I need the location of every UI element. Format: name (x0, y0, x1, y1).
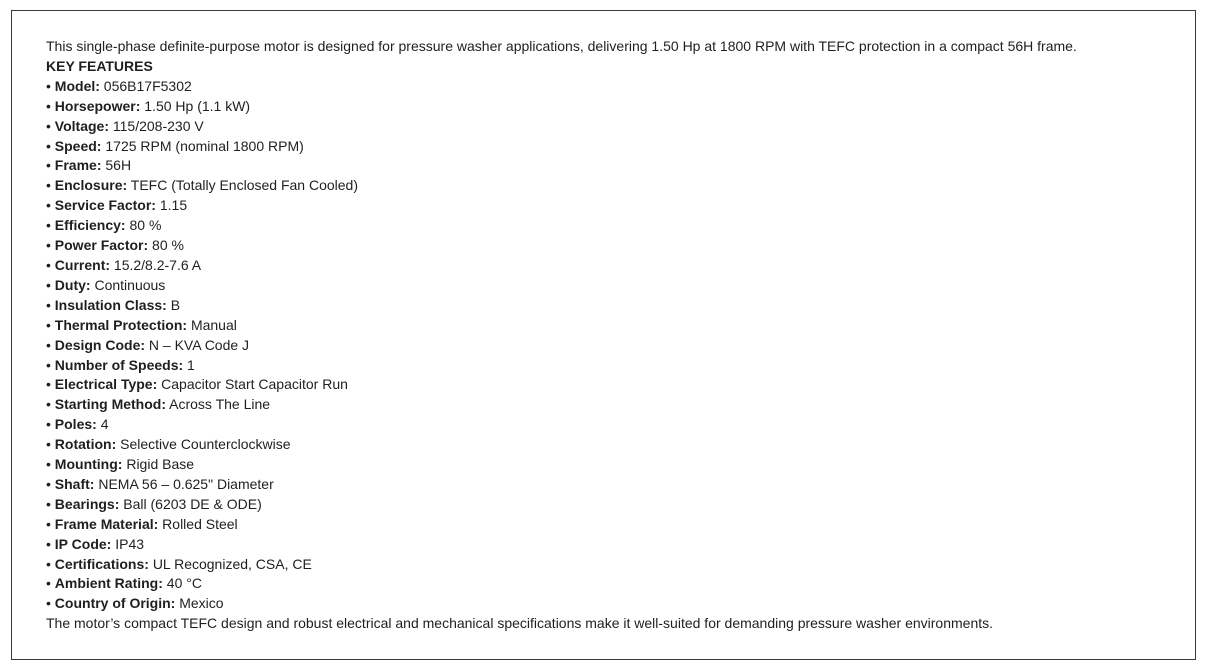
bullet-icon: • (46, 336, 51, 353)
feature-label: Bearings: (54, 495, 120, 512)
feature-label: Service Factor: (54, 197, 156, 214)
feature-item (46, 515, 1196, 535)
feature-label: Efficiency: (54, 217, 126, 234)
feature-label: Frame: (54, 157, 102, 174)
bullet-icon: • (46, 515, 51, 532)
bullet-icon: • (46, 376, 51, 393)
feature-label: Current: (54, 256, 111, 273)
bullet-icon: • (46, 595, 51, 612)
feature-value: 1.50 Hp (1.1 kW) (144, 97, 251, 114)
feature-value: 1725 RPM (nominal 1800 RPM) (105, 137, 304, 154)
feature-value: 1 (187, 356, 195, 373)
description-panel (11, 10, 1196, 660)
feature-value: UL Recognized, CSA, CE (152, 555, 312, 572)
feature-value: N – KVA Code J (148, 336, 250, 353)
feature-label: Ambient Rating: (54, 575, 163, 592)
feature-value: Manual (190, 316, 237, 333)
feature-value: TEFC (Totally Enclosed Fan Cooled) (130, 177, 358, 194)
feature-item (46, 117, 1196, 137)
feature-label: Speed: (54, 137, 102, 154)
feature-label: Design Code: (54, 336, 146, 353)
feature-item (46, 236, 1196, 256)
feature-value: Rolled Steel (162, 515, 238, 532)
bullet-icon: • (46, 456, 51, 473)
feature-item (46, 555, 1196, 575)
feature-label: Electrical Type: (54, 376, 158, 393)
bullet-icon: • (46, 316, 51, 333)
feature-item (46, 137, 1196, 157)
key-features-list (46, 77, 1196, 614)
feature-value: 56H (105, 157, 132, 174)
description-content (46, 37, 1196, 634)
feature-value: Across The Line (169, 396, 271, 413)
feature-value: Selective Counterclockwise (120, 436, 291, 453)
feature-label: Voltage: (54, 117, 109, 134)
feature-label: Power Factor: (54, 237, 149, 254)
bullet-icon: • (46, 495, 51, 512)
bullet-icon: • (46, 555, 51, 572)
feature-label: Mounting: (54, 456, 123, 473)
feature-value: 80 % (152, 237, 184, 254)
feature-label: Insulation Class: (54, 296, 167, 313)
feature-label: Enclosure: (54, 177, 128, 194)
bullet-icon: • (46, 77, 51, 94)
feature-item (46, 395, 1196, 415)
feature-value: 15.2/8.2-7.6 A (113, 256, 202, 273)
feature-item (46, 475, 1196, 495)
feature-value: 80 % (129, 217, 162, 234)
feature-label: Thermal Protection: (54, 316, 188, 333)
feature-label: Country of Origin: (54, 595, 176, 612)
feature-label: Model: (54, 77, 100, 94)
feature-value: Mexico (179, 595, 224, 612)
feature-label: Shaft: (54, 475, 95, 492)
bullet-icon: • (46, 157, 51, 174)
bullet-icon: • (46, 416, 51, 433)
feature-item (46, 574, 1196, 594)
feature-label: Number of Speeds: (54, 356, 184, 373)
feature-item (46, 336, 1196, 356)
feature-label: Poles: (54, 416, 97, 433)
feature-item (46, 156, 1196, 176)
outro-paragraph: The motor’s compact TEFC design and robust electrical and mechanical specifications make it well-suited for demanding pressure washer environments. (46, 615, 994, 632)
feature-label: Certifications: (54, 555, 149, 572)
feature-label: Frame Material: (54, 515, 159, 532)
feature-label: Starting Method: (54, 396, 167, 413)
feature-value: Rigid Base (126, 456, 195, 473)
bullet-icon: • (46, 197, 51, 214)
bullet-icon: • (46, 276, 51, 293)
feature-value: 056B17F5302 (103, 77, 192, 94)
feature-value: 115/208-230 V (112, 117, 204, 134)
bullet-icon: • (46, 217, 51, 234)
feature-value: B (170, 296, 181, 313)
bullet-icon: • (46, 356, 51, 373)
bullet-icon: • (46, 177, 51, 194)
bullet-icon: • (46, 436, 51, 453)
feature-value: 1.15 (159, 197, 188, 214)
bullet-icon: • (46, 117, 51, 134)
feature-value: 40 °C (166, 575, 202, 592)
bullet-icon: • (46, 137, 51, 154)
feature-item (46, 216, 1196, 236)
feature-item (46, 356, 1196, 376)
feature-item (46, 296, 1196, 316)
feature-item (46, 97, 1196, 117)
feature-item (46, 276, 1196, 296)
bullet-icon: • (46, 575, 51, 592)
feature-value: Ball (6203 DE & ODE) (123, 495, 262, 512)
intro-paragraph: This single-phase definite-purpose motor is designed for pressure washer applications, delivering 1.50 Hp at 1800 RPM with TEFC protection in a compact 56H frame. (46, 38, 1077, 54)
feature-label: IP Code: (54, 535, 112, 552)
feature-item (46, 495, 1196, 515)
feature-item (46, 316, 1196, 336)
feature-item (46, 196, 1196, 216)
feature-value: Continuous (94, 276, 166, 293)
key-features-heading: KEY FEATURES (46, 57, 153, 74)
bullet-icon: • (46, 296, 51, 313)
feature-item (46, 435, 1196, 455)
bullet-icon: • (46, 535, 51, 552)
feature-item (46, 594, 1196, 614)
feature-value: NEMA 56 – 0.625" Diameter (98, 475, 274, 492)
feature-item (46, 455, 1196, 475)
feature-label: Rotation: (54, 436, 117, 453)
bullet-icon: • (46, 475, 51, 492)
feature-label: Horsepower: (54, 97, 141, 114)
feature-item (46, 176, 1196, 196)
feature-item (46, 415, 1196, 435)
bullet-icon: • (46, 237, 51, 254)
bullet-icon: • (46, 256, 51, 273)
bullet-icon: • (46, 97, 51, 114)
feature-item (46, 256, 1196, 276)
feature-value: 4 (100, 416, 109, 433)
feature-item (46, 535, 1196, 555)
feature-item (46, 77, 1196, 97)
feature-item (46, 375, 1196, 395)
feature-label: Duty: (54, 276, 91, 293)
feature-value: Capacitor Start Capacitor Run (161, 376, 348, 393)
bullet-icon: • (46, 396, 51, 413)
feature-value: IP43 (115, 535, 145, 552)
